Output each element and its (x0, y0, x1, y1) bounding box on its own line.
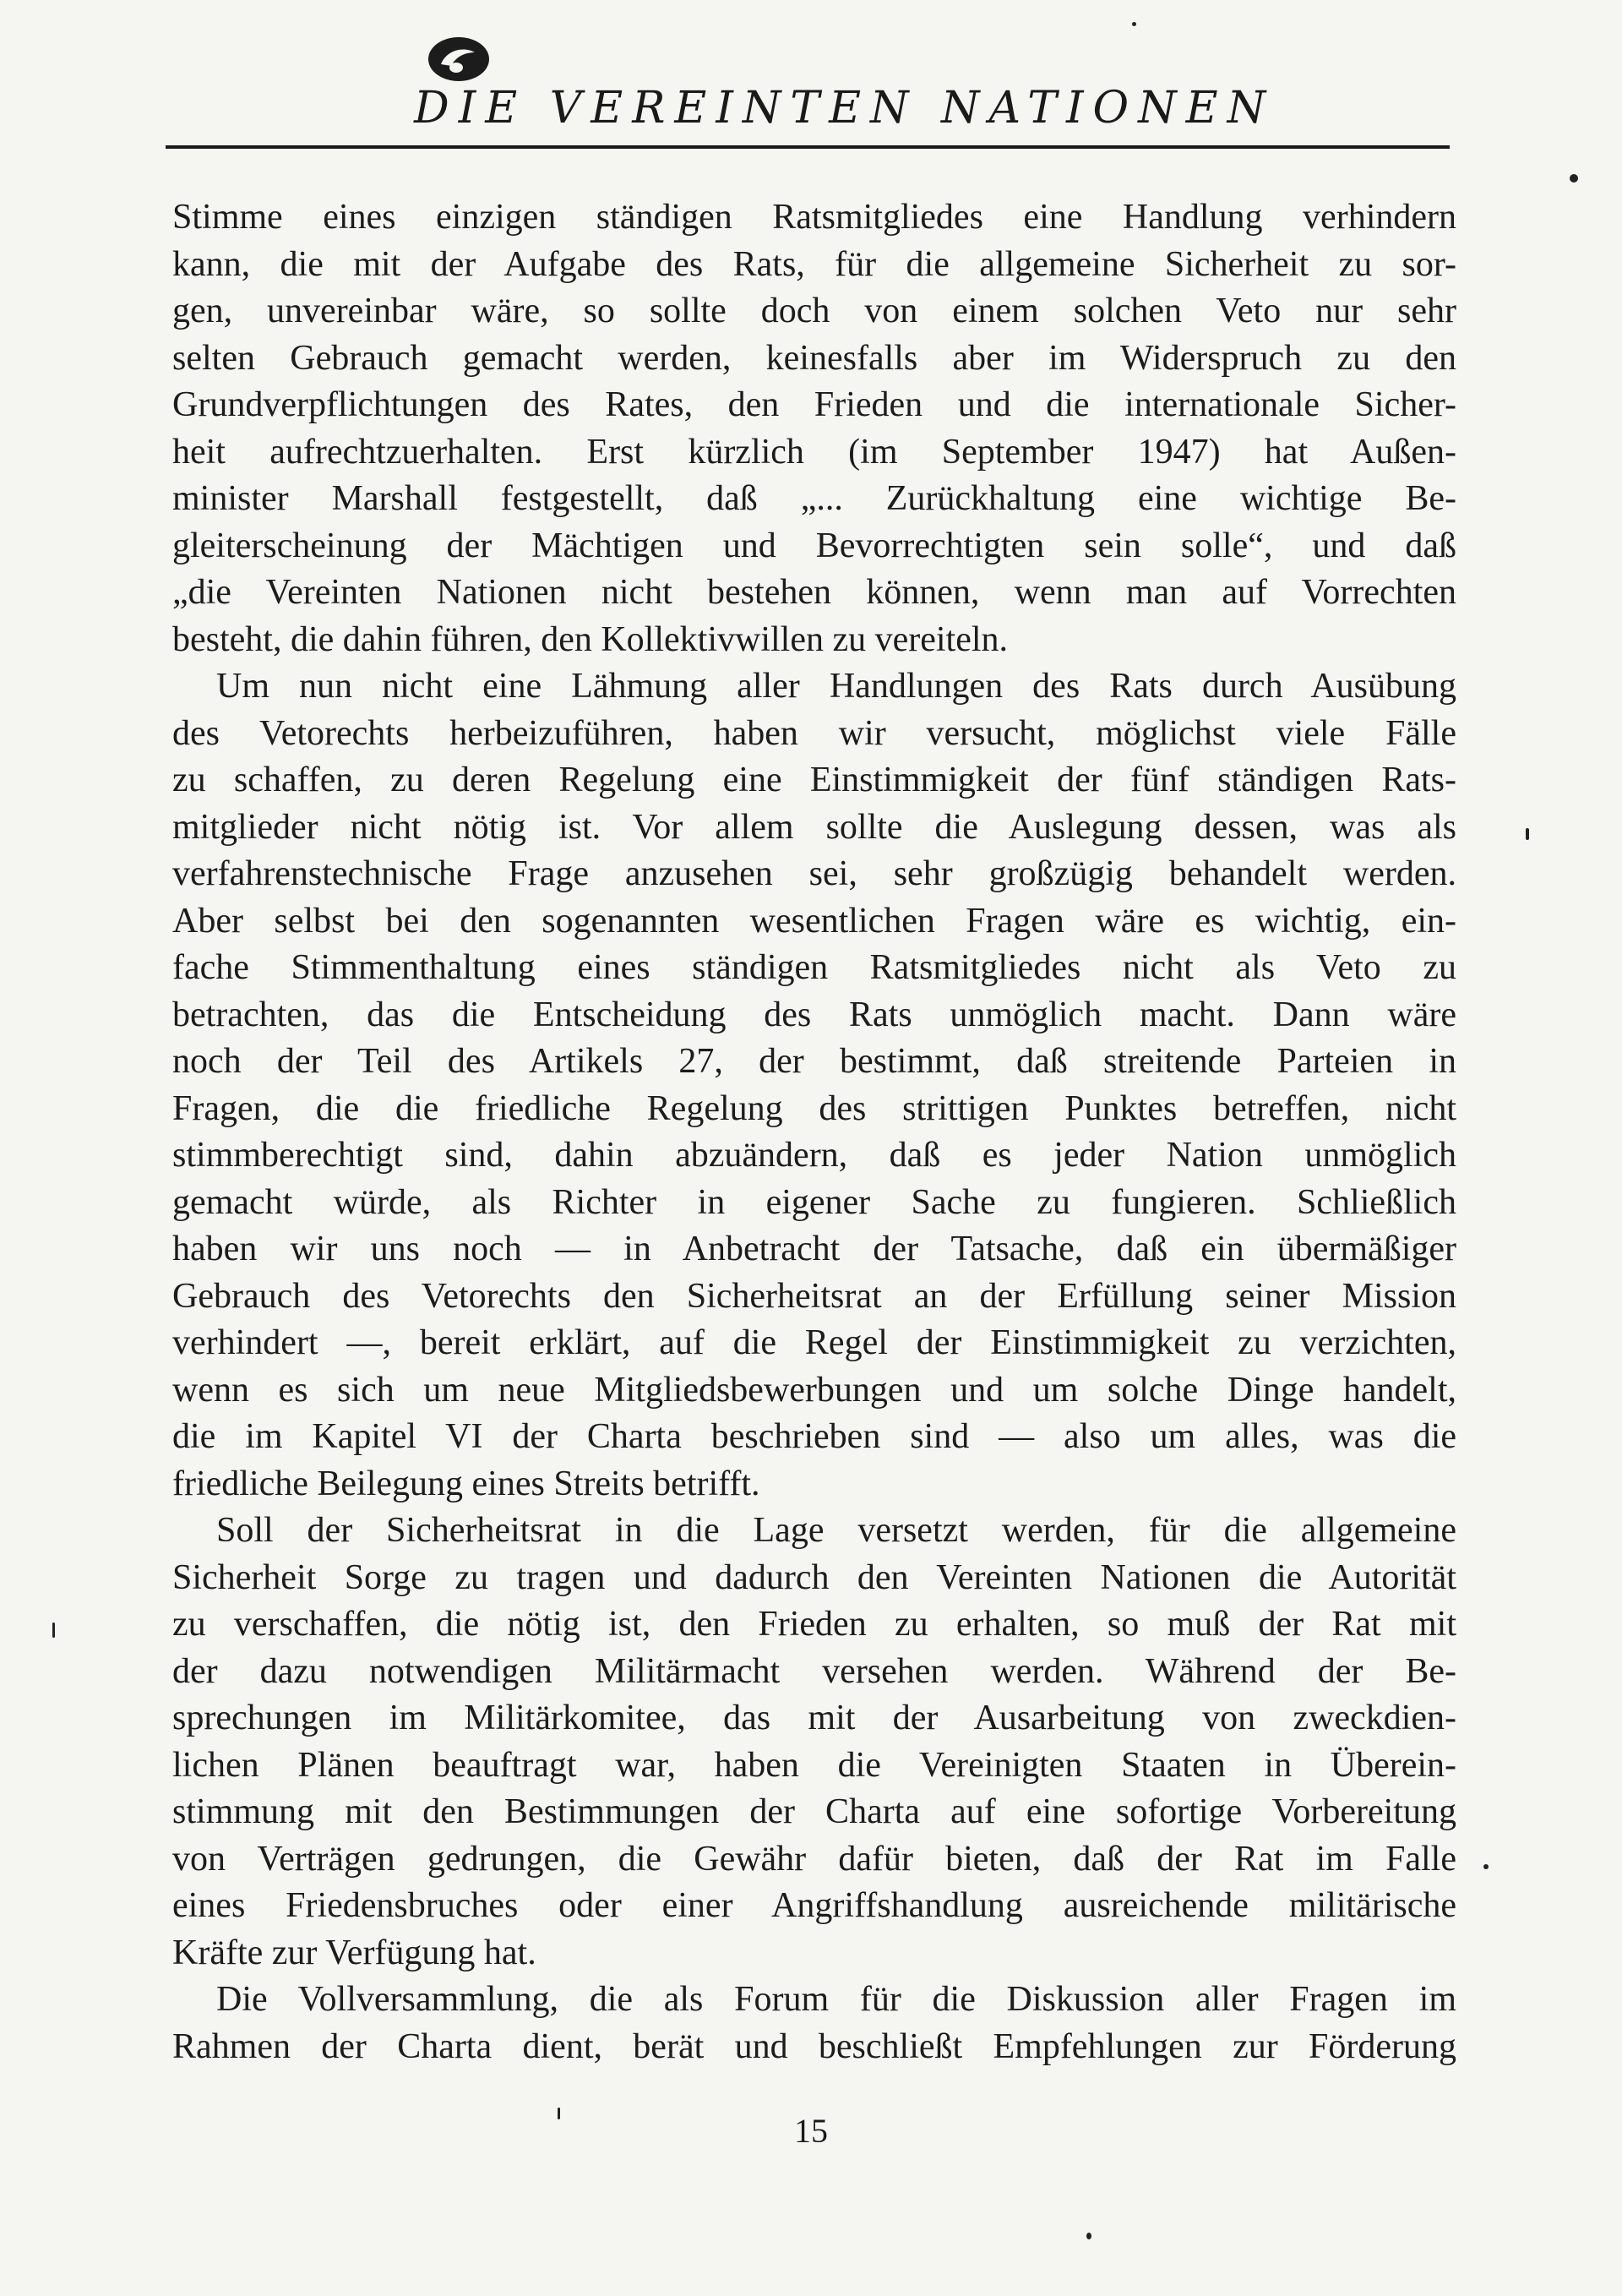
text-line: gleiterscheinung der Mächtigen und Bevorrechtigten sein solle“, und daß (172, 526, 1456, 565)
text-line: „die Vereinten Nationen nicht bestehen können, wenn man auf Vorrechten (172, 573, 1456, 612)
text-line: die im Kapitel VI der Charta beschrieben sind — also um alles, was die (172, 1417, 1456, 1456)
text-line: der dazu notwendigen Militärmacht versehen werden. Während der Be- (172, 1651, 1456, 1691)
text-line: sprechungen im Militärkomitee, das mit der Ausarbeitung von zweckdien- (172, 1699, 1456, 1737)
text-line: heit aufrechtzuerhalten. Erst kürzlich (im September 1947) hat Außen- (172, 432, 1456, 472)
text-line: Die Vollversammlung, die als Forum für die Diskussion aller Fragen im (216, 1980, 1456, 2019)
scan-speck (1132, 22, 1136, 26)
text-line: stimmberechtigt sind, dahin abzuändern, daß es jeder Nation unmöglich (172, 1136, 1456, 1175)
text-line: Aber selbst bei den sogenannten wesentlichen Fragen wäre es wichtig, ein- (172, 901, 1456, 941)
body-text (172, 194, 1456, 2070)
text-line: wenn es sich um neue Mitgliedsbewerbungen und um solche Dinge handelt, (172, 1370, 1456, 1410)
scan-speck (1570, 174, 1578, 183)
text-line: betrachten, das die Entscheidung des Rats unmöglich macht. Dann wäre (172, 995, 1456, 1034)
text-line: Gebrauch des Vetorechts den Sicherheitsrat an der Erfüllung seiner Mission (172, 1276, 1456, 1316)
scan-speck (558, 2108, 560, 2119)
text-line: eines Friedensbruches oder einer Angriffshandlung ausreichende militärische (172, 1886, 1456, 1925)
scan-speck (52, 1622, 55, 1638)
page-number: 15 (794, 2112, 828, 2150)
running-head: DIE VEREINTEN NATIONEN (414, 83, 1276, 134)
text-line: selten Gebrauch gemacht werden, keinesfalls aber im Widerspruch zu den (172, 338, 1456, 378)
text-line: verhindert —, bereit erklärt, auf die Regel der Einstimmigkeit zu verzichten, (172, 1323, 1456, 1362)
text-line: lichen Plänen beauftragt war, haben die Vereinigten Staaten in Überein- (172, 1745, 1456, 1785)
text-line: fache Stimmenthaltung eines ständigen Ratsmitgliedes nicht als Veto zu (172, 948, 1456, 987)
text-line: gemacht würde, als Richter in eigener Sache zu fungieren. Schließlich (172, 1182, 1456, 1222)
text-line: kann, die mit der Aufgabe des Rats, für die allgemeine Sicherheit zu sor- (172, 244, 1456, 284)
text-line: Stimme eines einzigen ständigen Ratsmitgliedes eine Handlung verhindern (172, 198, 1456, 237)
text-line: von Verträgen gedrungen, die Gewähr dafür bieten, daß der Rat im Falle (172, 1839, 1456, 1879)
scan-speck (1086, 2233, 1091, 2239)
text-line: Fragen, die die friedliche Regelung des strittigen Punktes betreffen, nicht (172, 1088, 1456, 1128)
text-line: gen, unvereinbar wäre, so sollte doch von einem solchen Veto nur sehr (172, 292, 1456, 330)
ornament-icon (422, 34, 495, 85)
text-line: minister Marshall festgestellt, daß „... Zurückhaltung eine wichtige Be- (172, 479, 1456, 518)
text-line: Grundverpflichtungen des Rates, den Frieden und die internationale Sicher- (172, 385, 1456, 424)
text-line: Soll der Sicherheitsrat in die Lage versetzt werden, für die allgemeine (216, 1511, 1456, 1550)
text-line: zu verschaffen, die nötig ist, den Frieden zu erhalten, so muß der Rat mit (172, 1605, 1456, 1644)
text-line: mitglieder nicht nötig ist. Vor allem sollte die Auslegung dessen, was als (172, 807, 1456, 847)
text-line: Sicherheit Sorge zu tragen und dadurch den Vereinten Nationen die Autorität (172, 1557, 1456, 1597)
text-line: haben wir uns noch — in Anbetracht der Tatsache, daß ein übermäßiger (172, 1230, 1456, 1268)
text-line: zu schaffen, zu deren Regelung eine Einstimmigkeit der fünf ständigen Rats- (172, 761, 1456, 799)
text-line: des Vetorechts herbeizuführen, haben wir versucht, möglichst viele Fälle (172, 713, 1456, 753)
text-line: Kräfte zur Verfügung hat. (172, 1933, 536, 1972)
scan-speck (1526, 828, 1529, 840)
text-line: stimmung mit den Bestimmungen der Charta auf eine sofortige Vorbereitung (172, 1792, 1456, 1831)
text-line: friedliche Beilegung eines Streits betrifft. (172, 1464, 760, 1503)
text-line: noch der Teil des Artikels 27, der bestimmt, daß streitende Parteien in (172, 1042, 1456, 1081)
text-line: Um nun nicht eine Lähmung aller Handlungen des Rats durch Ausübung (216, 667, 1456, 706)
text-line: besteht, die dahin führen, den Kollektivwillen zu vereiteln. (172, 619, 1009, 659)
text-line: verfahrenstechnische Frage anzusehen sei, sehr großzügig behandelt werden. (172, 854, 1456, 893)
scan-speck (1483, 1864, 1489, 1869)
header-rule (166, 145, 1450, 149)
text-line: Rahmen der Charta dient, berät und beschließt Empfehlungen zur Förderung (172, 2026, 1456, 2066)
